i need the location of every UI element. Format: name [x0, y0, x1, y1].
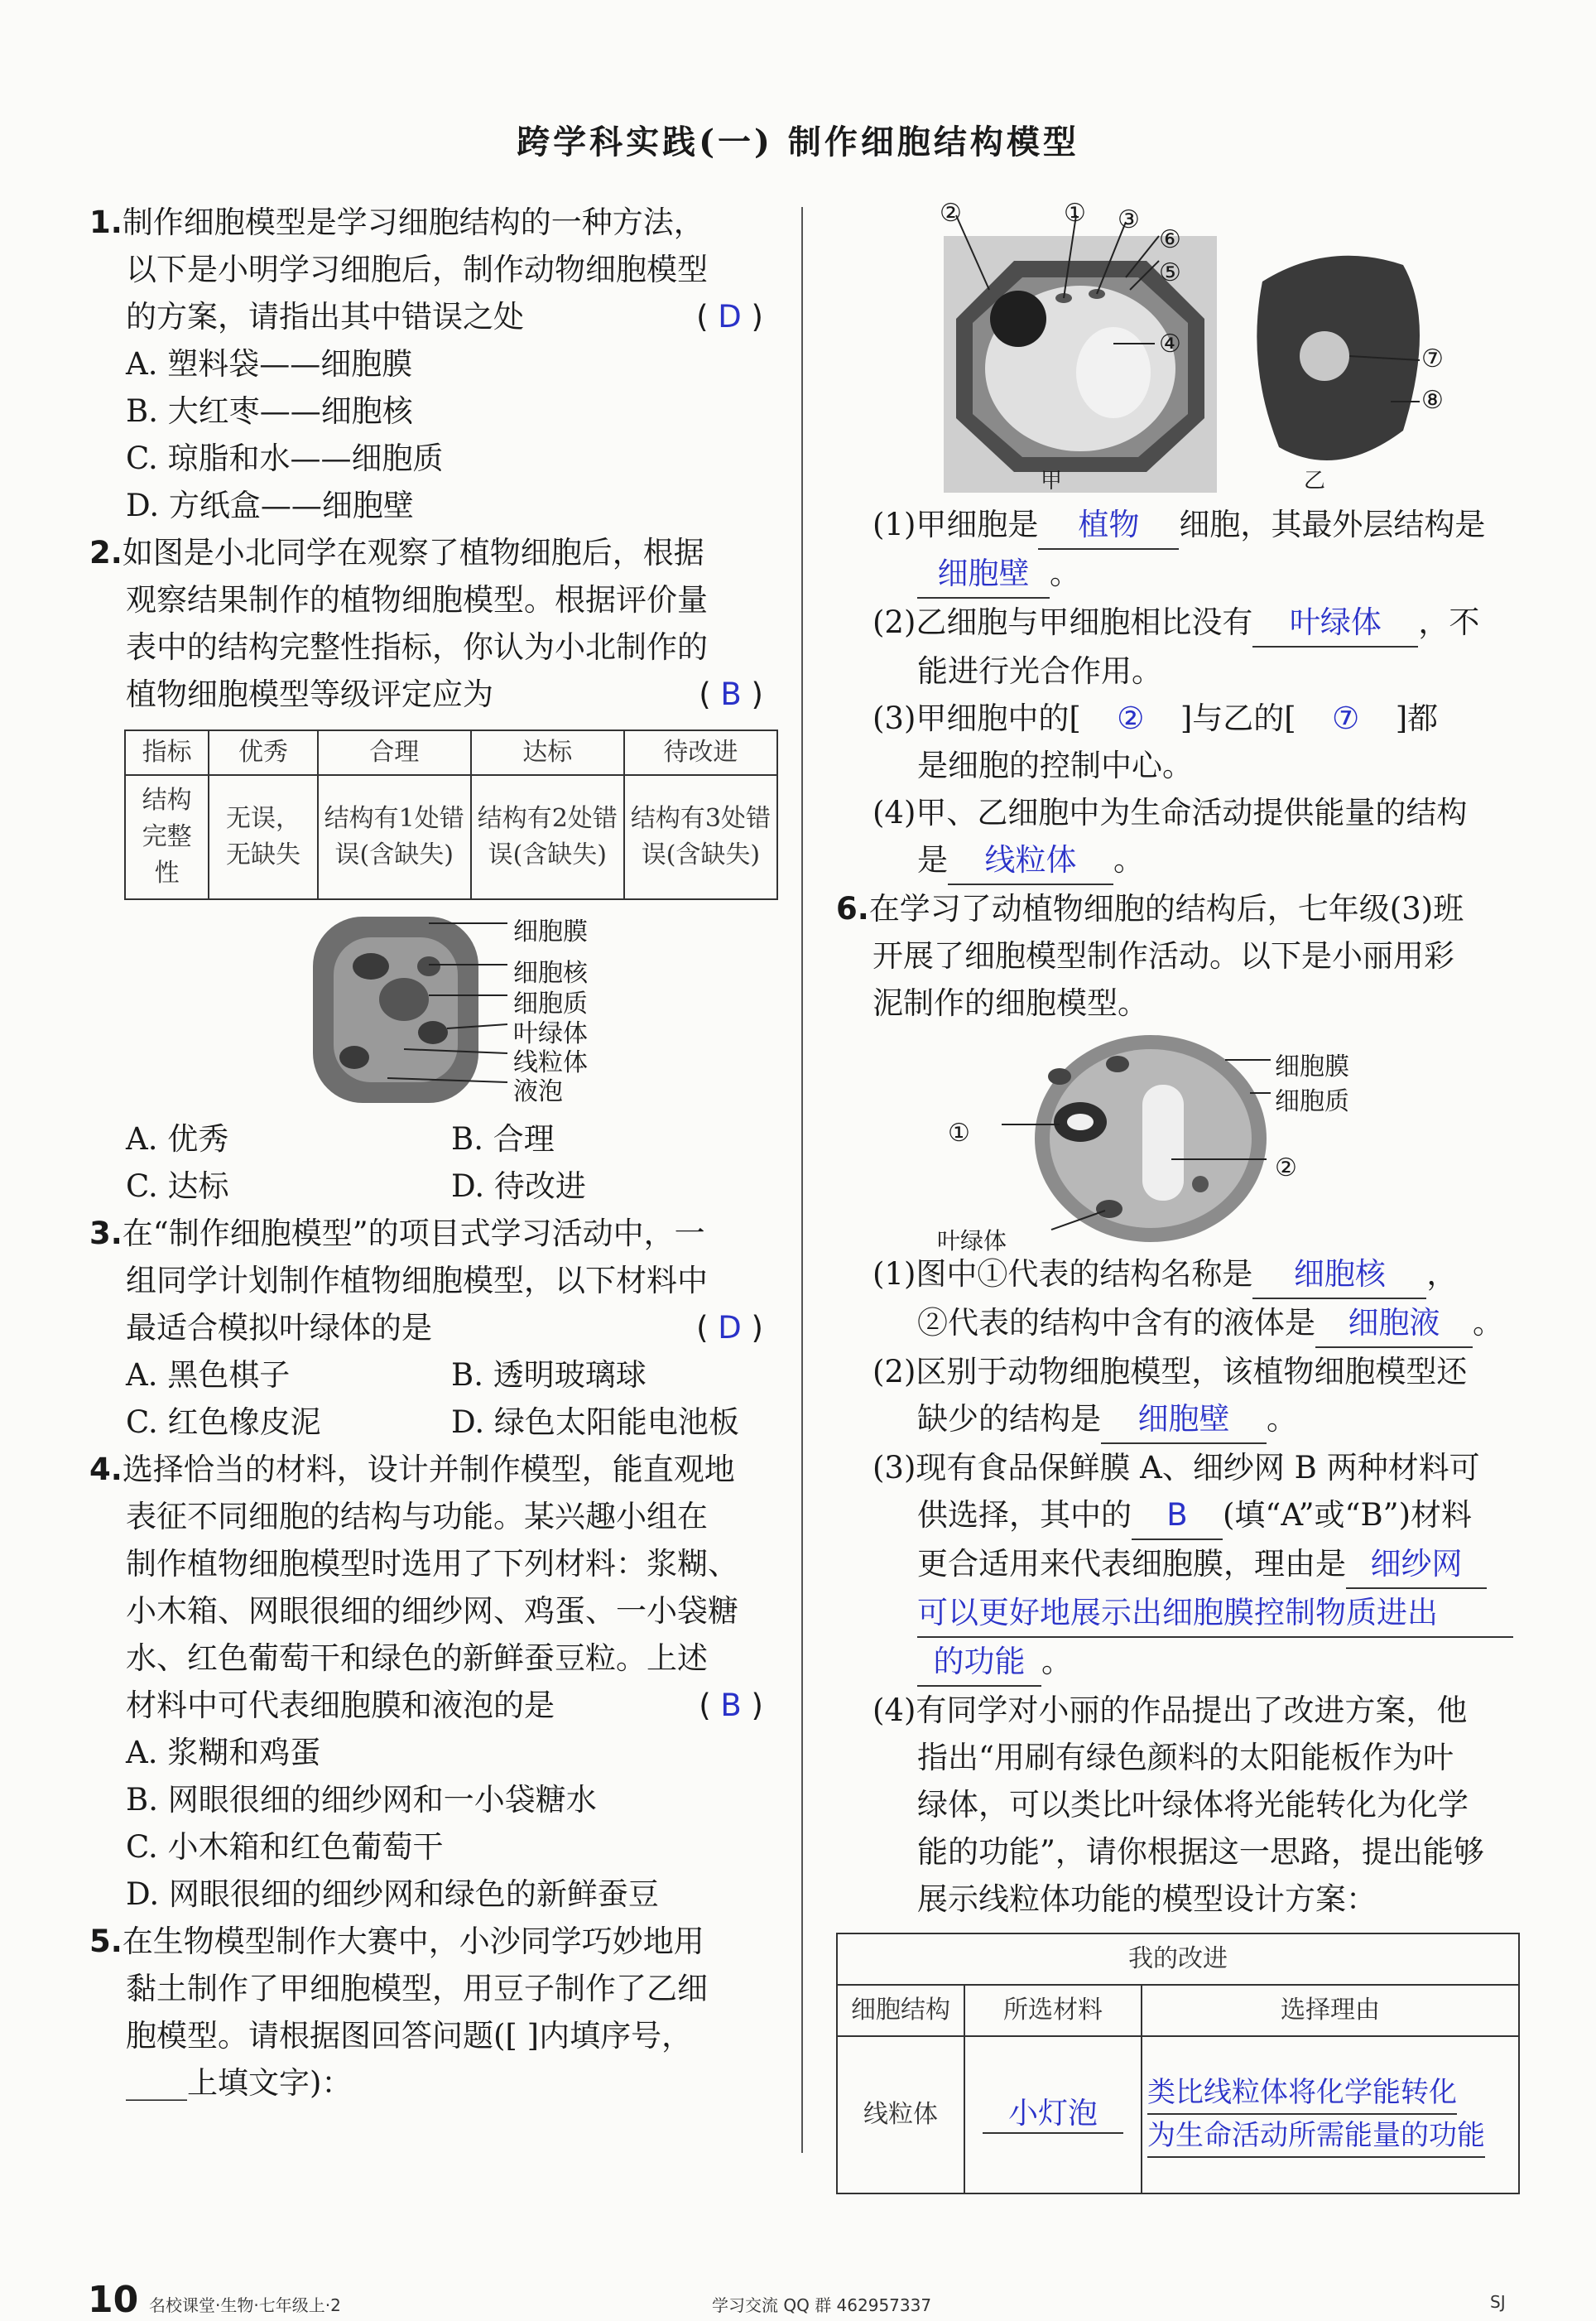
q6-s3-answer-choice: B	[1166, 1497, 1188, 1533]
q6-s1-answer-b: 细胞液	[1348, 1305, 1440, 1341]
q6-s3-text-a: (3)现有食品保鲜膜 A、细纱网 B 两种材料可	[873, 1450, 1480, 1486]
q6-s3-end-e: 。	[1041, 1644, 1072, 1679]
q6-s1-answer-a: 细胞核	[1293, 1256, 1386, 1292]
q6-s4-text-a: (4)有同学对小丽的作品提出了改进方案，他	[873, 1693, 1468, 1728]
right-column	[836, 501, 1523, 2194]
q6-label-1: ①	[948, 1119, 970, 1148]
q6-s4-text-b: 指出“用刷有绿色颜料的太阳能板作为叶	[917, 1740, 1454, 1775]
page-title: 跨学科实践(一) 制作细胞结构模型	[517, 123, 1079, 161]
q5-s3-text-d: 是细胞的控制中心。	[917, 748, 1193, 783]
question-3	[89, 1210, 776, 1446]
q6-table-reason-line2: 为生命活动所需能量的功能	[1147, 2115, 1485, 2158]
q6-cell-model-figure	[836, 1027, 1523, 1254]
q2-answer: B	[720, 677, 742, 712]
q6-sub1-line2	[836, 1299, 1523, 1348]
q5-label-4: ④	[1159, 330, 1181, 359]
q4-text-line4: 小木箱、网眼很细的细纱网、鸡蛋、一小袋糖	[126, 1593, 738, 1629]
q1-answer-bracket: ( D )	[696, 299, 763, 335]
q6-s3-end-b: (填“A”或“B”)材料	[1223, 1497, 1473, 1533]
q5-s4-text-a: (4)甲、乙细胞中为生命活动提供能量的结构	[873, 795, 1468, 831]
q3-option-d: D. 绿色太阳能电池板	[451, 1404, 739, 1440]
q4-answer: B	[720, 1688, 742, 1723]
q6-table-reason-line1: 类比线粒体将化学能转化	[1147, 2072, 1457, 2115]
q5-s1-text-a: (1)甲细胞是	[873, 507, 1039, 542]
q6-s3-answer-reason-2: 可以更好地展示出细胞膜控制物质进出	[917, 1595, 1438, 1630]
q2-label-cell-membrane: 细胞膜	[513, 917, 588, 946]
q6-label-2: ②	[1275, 1153, 1297, 1182]
q2-table-header: 指标	[125, 730, 209, 775]
q1-number: 1.	[89, 205, 123, 240]
q2-table-cell: 结构有3处错误(含缺失)	[624, 775, 777, 899]
q6-text-line3: 泥制作的细胞模型。	[873, 985, 1148, 1021]
q2-table-cell: 结构有2处错误(含缺失)	[471, 775, 624, 899]
q5-label-8: ⑧	[1421, 386, 1444, 415]
q6-sub3-line2	[836, 1491, 1523, 1540]
q5-s3-text-c: ]都	[1395, 701, 1439, 736]
q5-caption-yi: 乙	[1304, 469, 1326, 494]
q6-s2-answer: 细胞壁	[1137, 1401, 1230, 1437]
q2-text-line4: 植物细胞模型等级评定应为	[126, 677, 493, 712]
q6-s3-answer-reason-3: 的功能	[933, 1644, 1026, 1679]
q6-table-header: 选择理由	[1142, 1985, 1519, 2036]
q1-option-c: C. 琼脂和水——细胞质	[126, 441, 444, 476]
q2-table-cell: 无误，无缺失	[209, 775, 317, 899]
question-5	[89, 1918, 776, 2107]
q5-s2-answer: 叶绿体	[1289, 604, 1382, 640]
q2-table-header: 待改进	[624, 730, 777, 775]
q6-table-title: 我的改进	[837, 1933, 1519, 1985]
q3-answer-bracket: ( D )	[696, 1310, 763, 1346]
q6-cell-model-image	[1002, 1027, 1465, 1250]
page-number: 10	[88, 2279, 139, 2321]
q4-option-b: B. 网眼很细的细纱网和一小袋糖水	[126, 1782, 597, 1818]
q1-option-d: D. 方纸盒——细胞壁	[126, 488, 414, 523]
q5-label-6: ⑥	[1159, 225, 1181, 254]
q5-s3-text-b: ]与乙的[	[1180, 701, 1296, 736]
q5-s3-answer-yi: ⑦	[1332, 701, 1360, 736]
q5-number: 5.	[89, 1924, 123, 1959]
footer-qq-group: 学习交流 QQ 群 462957337	[712, 2295, 932, 2315]
q5-text-line1: 在生物模型制作大赛中，小沙同学巧妙地用	[122, 1924, 704, 1959]
q6-s3-text-c: 更合适用来代表细胞膜，理由是	[917, 1546, 1346, 1582]
q6-s2-end: 。	[1267, 1401, 1297, 1437]
q6-s2-text-a: (2)区别于动物细胞模型，该植物细胞模型还	[873, 1354, 1468, 1389]
q4-option-c: C. 小木箱和红色葡萄干	[126, 1829, 444, 1865]
q2-option-a: A. 优秀	[126, 1121, 229, 1157]
q3-text-line1: 在“制作细胞模型”的项目式学习活动中，一	[122, 1216, 705, 1251]
q5-s1-end: 。	[1050, 556, 1080, 591]
q5-text-line2: 黏土制作了甲细胞模型，用豆子制作了乙细	[126, 1971, 708, 2006]
question-6	[836, 885, 1523, 2194]
q3-number: 3.	[89, 1216, 123, 1251]
q6-s2-text-b: 缺少的结构是	[917, 1401, 1101, 1437]
q6-s4-text-e: 展示线粒体功能的模型设计方案：	[917, 1881, 1377, 1917]
q6-table-header: 所选材料	[964, 1985, 1142, 2036]
left-column	[89, 199, 776, 2107]
q2-table-cell: 结构有1处错误(含缺失)	[318, 775, 471, 899]
q2-label-vacuole: 液泡	[513, 1077, 563, 1106]
q5-label-3: ③	[1118, 205, 1140, 234]
q2-answer-bracket: ( B )	[699, 677, 763, 712]
footer-book-title: 名校课堂·生物·七年级上·2	[149, 2295, 341, 2315]
q4-number: 4.	[89, 1452, 123, 1487]
q5-label-7: ⑦	[1421, 344, 1444, 373]
q5-sub1	[836, 501, 1523, 550]
q4-text-line3: 制作植物细胞模型时选用了下列材料：浆糊、	[126, 1546, 738, 1582]
q2-text-line3: 表中的结构完整性指标，你认为小北制作的	[126, 629, 708, 665]
q2-text-line2: 观察结果制作的植物细胞模型。根据评价量	[126, 582, 708, 618]
q5-figures	[940, 199, 1519, 505]
q2-label-cytoplasm: 细胞质	[513, 990, 588, 1018]
q1-option-a: A. 塑料袋——细胞膜	[126, 346, 413, 382]
q5-text-line3: 胞模型。请根据图回答问题([ ]内填序号，	[126, 2018, 693, 2054]
q2-text-line1: 如图是小北同学在观察了植物细胞后，根据	[122, 535, 704, 571]
q4-text-line2: 表征不同细胞的结构与功能。某兴趣小组在	[126, 1499, 708, 1534]
q4-option-d: D. 网眼很细的细纱网和绿色的新鲜蚕豆	[126, 1876, 659, 1912]
q5-label-2: ②	[940, 199, 962, 228]
q5-s2-text-b: 能进行光合作用。	[917, 653, 1162, 689]
q5-sub3	[836, 695, 1523, 742]
question-1	[89, 199, 776, 529]
q2-option-d: D. 待改进	[451, 1168, 586, 1204]
q3-option-a: A. 黑色棋子	[126, 1357, 291, 1393]
q5-s4-end: 。	[1113, 842, 1144, 878]
q5-s2-text-a: (2)乙细胞与甲细胞相比没有	[873, 604, 1253, 640]
q6-s1-text-a: (1)图中①代表的结构名称是	[873, 1256, 1253, 1292]
q3-option-b: B. 透明玻璃球	[451, 1357, 647, 1393]
q2-number: 2.	[89, 535, 123, 571]
q4-text-line6: 材料中可代表细胞膜和液泡的是	[126, 1688, 555, 1723]
q6-text-line2: 开展了细胞模型制作活动。以下是小丽用彩	[873, 938, 1454, 974]
q5-caption-jia: 甲	[1041, 469, 1063, 494]
q6-sub2-line2	[836, 1395, 1523, 1444]
q6-table-header: 细胞结构	[837, 1985, 964, 2036]
q2-table-header: 优秀	[209, 730, 317, 775]
q4-text-line5: 水、红色葡萄干和绿色的新鲜蚕豆粒。上述	[126, 1640, 708, 1676]
question-2	[89, 529, 776, 1210]
q5-s2-end: ，不	[1418, 604, 1480, 640]
q6-improvement-table	[836, 1933, 1520, 2194]
footer-code: SJ	[1490, 2292, 1506, 2312]
column-divider	[801, 207, 803, 2153]
q6-label-cell-membrane: 细胞膜	[1275, 1052, 1349, 1081]
q5-s1-answer-type: 植物	[1078, 507, 1140, 542]
q5-sub1-line2	[836, 550, 1523, 599]
q6-s3-answer-reason-1: 细纱网	[1370, 1546, 1463, 1582]
q1-text-line1: 制作细胞模型是学习细胞结构的一种方法，	[122, 205, 704, 240]
q3-text-line2: 组同学计划制作植物细胞模型，以下材料中	[126, 1263, 708, 1298]
q6-s1-end-a: ，	[1426, 1256, 1458, 1292]
q5-s1-answer-outer: 细胞壁	[937, 556, 1030, 591]
q6-text-line1: 在学习了动植物细胞的结构后，七年级(3)班	[868, 891, 1464, 927]
q6-s1-end-b: 。	[1473, 1305, 1503, 1341]
q6-label-cytoplasm: 细胞质	[1275, 1087, 1349, 1116]
q2-option-b: B. 合理	[451, 1121, 555, 1157]
q6-table-structure: 线粒体	[837, 2036, 964, 2193]
q6-number: 6.	[836, 891, 869, 927]
q1-text-line3: 的方案，请指出其中错误之处	[126, 299, 524, 335]
q6-s3-text-b: 供选择，其中的	[917, 1497, 1132, 1533]
q4-option-a: A. 浆糊和鸡蛋	[126, 1735, 321, 1770]
q5-label-5: ⑤	[1159, 258, 1181, 287]
question-4	[89, 1446, 776, 1918]
q4-answer-bracket: ( B )	[699, 1688, 763, 1723]
q6-s4-text-c: 绿体，可以类比叶绿体将光能转化为化学	[917, 1787, 1469, 1823]
q2-cell-model-figure	[89, 908, 776, 1115]
q5-text-line4: ____上填文字)：	[126, 2065, 353, 2101]
q1-answer: D	[718, 299, 742, 335]
q2-evaluation-table	[124, 730, 778, 900]
q6-table-material: 小灯泡	[983, 2096, 1123, 2134]
q6-s1-text-b: ②代表的结构中含有的液体是	[917, 1305, 1315, 1341]
q6-sub3-line4	[836, 1589, 1523, 1638]
q3-answer: D	[718, 1310, 742, 1346]
q2-table-cell: 结构完整性	[125, 775, 209, 899]
q5-s4-answer: 线粒体	[984, 842, 1077, 878]
q5-sub4-line2	[836, 836, 1523, 885]
q2-label-mitochondria: 线粒体	[513, 1048, 588, 1077]
q1-text-line2: 以下是小明学习细胞后，制作动物细胞模型	[126, 252, 708, 287]
q5-s3-text-a: (3)甲细胞中的[	[873, 701, 1081, 736]
q6-sub3-line5	[836, 1638, 1523, 1687]
q6-s4-text-d: 能的功能”，请你根据这一思路，提出能够	[917, 1834, 1484, 1870]
q2-option-c: C. 达标	[126, 1168, 229, 1204]
q6-label-chloroplast: 叶绿体	[937, 1227, 1007, 1254]
q5-s1-text-b: 细胞，其最外层结构是	[1179, 507, 1486, 542]
q2-table-header: 达标	[471, 730, 624, 775]
q5-sub2	[836, 599, 1523, 648]
q4-text-line1: 选择恰当的材料，设计并制作模型，能直观地	[122, 1452, 735, 1487]
q2-label-chloroplast: 叶绿体	[513, 1019, 588, 1048]
q2-table-header: 合理	[318, 730, 471, 775]
q2-label-nucleus: 细胞核	[513, 959, 588, 988]
q5-label-1: ①	[1064, 199, 1086, 228]
q3-option-c: C. 红色橡皮泥	[126, 1404, 321, 1440]
q5-s3-answer-jia: ②	[1117, 701, 1145, 736]
q5-s4-text-b: 是	[917, 842, 948, 878]
q3-text-line3: 最适合模拟叶绿体的是	[126, 1310, 432, 1346]
q6-sub3-line3	[836, 1540, 1523, 1589]
q1-option-b: B. 大红枣——细胞核	[126, 393, 413, 429]
